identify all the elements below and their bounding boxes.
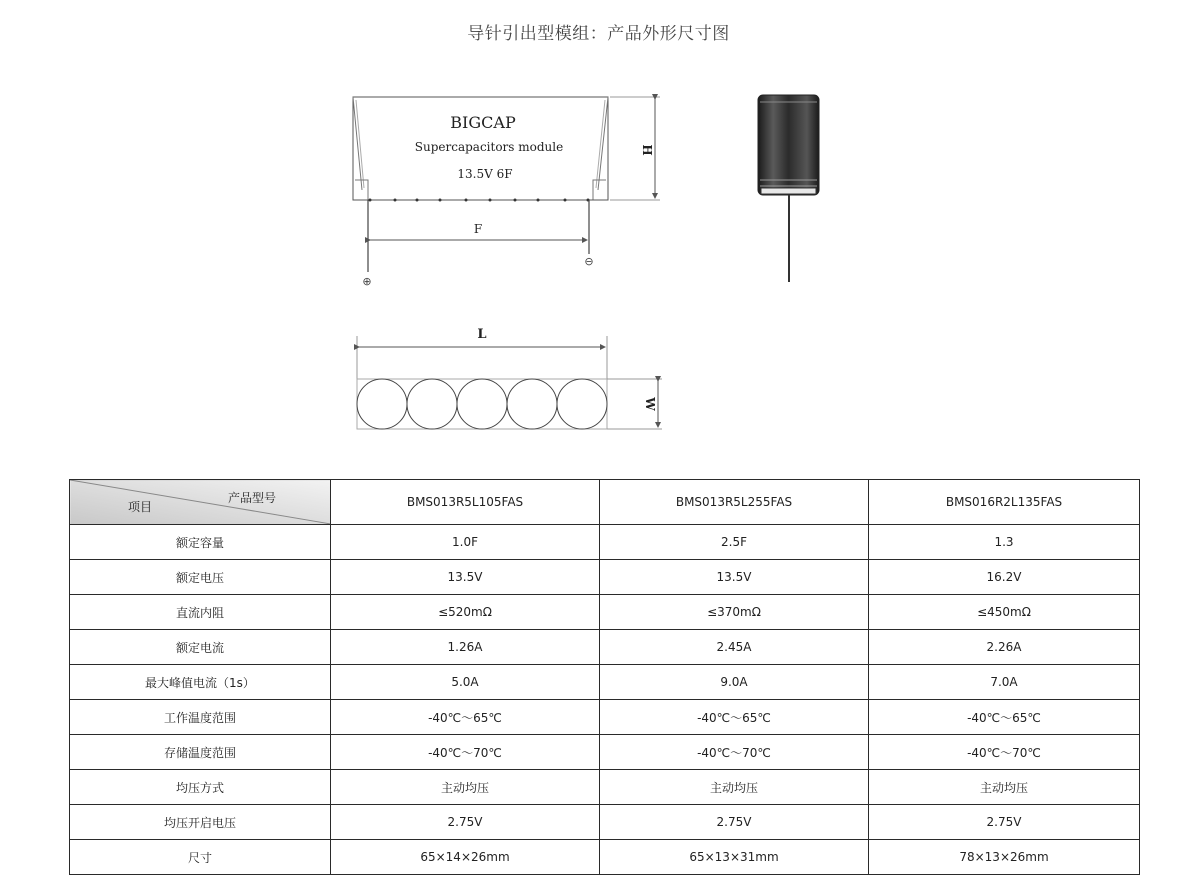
table-cell: -40℃～65℃	[869, 700, 1140, 735]
row-label: 工作温度范围	[70, 700, 331, 735]
module-subtitle: Supercapacitors module	[414, 140, 564, 154]
brand-label: BIGCAP	[450, 113, 516, 132]
table-row	[70, 595, 1140, 630]
table-cell: 2.75V	[600, 805, 869, 840]
side-view	[758, 95, 819, 282]
positive-terminal-icon: ⊕	[362, 275, 372, 288]
dim-h-label: H	[640, 144, 654, 156]
table-row	[70, 840, 1140, 875]
table-cell: -40℃～70℃	[600, 735, 869, 770]
table-cell: ≤450mΩ	[869, 595, 1140, 630]
negative-terminal-icon: ⊖	[584, 255, 594, 268]
table-cell: -40℃～65℃	[600, 700, 869, 735]
table-cell: 主动均压	[600, 770, 869, 805]
table-header-row	[70, 480, 1140, 525]
table-cell: 65×13×31mm	[600, 840, 869, 875]
page-title: 导针引出型模组：产品外形尺寸图	[467, 24, 730, 44]
table-cell: 7.0A	[869, 665, 1140, 700]
top-view	[357, 336, 662, 429]
table-cell: 2.75V	[869, 805, 1140, 840]
table-cell: -40℃～65℃	[331, 700, 600, 735]
table-cell: 2.45A	[600, 630, 869, 665]
table-cell: 13.5V	[331, 560, 600, 595]
row-label: 额定容量	[70, 525, 331, 560]
table-cell: ≤520mΩ	[331, 595, 600, 630]
table-cell: 1.26A	[331, 630, 600, 665]
table-row	[70, 560, 1140, 595]
row-label: 均压方式	[70, 770, 331, 805]
table-row	[70, 700, 1140, 735]
table-cell: 9.0A	[600, 665, 869, 700]
model-header: BMS016R2L135FAS	[869, 480, 1140, 525]
table-cell: -40℃～70℃	[869, 735, 1140, 770]
table-cell: 5.0A	[331, 665, 600, 700]
table-cell: 65×14×26mm	[331, 840, 600, 875]
table-cell: 1.3	[869, 525, 1140, 560]
row-label: 最大峰值电流（1s）	[70, 665, 331, 700]
table-cell: 78×13×26mm	[869, 840, 1140, 875]
corner-item-label: 项目	[128, 500, 153, 514]
table-cell: -40℃～70℃	[331, 735, 600, 770]
table-row	[70, 770, 1140, 805]
table-cell: 2.75V	[331, 805, 600, 840]
table-cell: 2.5F	[600, 525, 869, 560]
row-label: 额定电流	[70, 630, 331, 665]
model-header: BMS013R5L255FAS	[600, 480, 869, 525]
corner-diagonal	[70, 480, 331, 524]
row-label: 额定电压	[70, 560, 331, 595]
corner-model-label: 产品型号	[227, 491, 276, 505]
table-cell: ≤370mΩ	[600, 595, 869, 630]
dim-l-label: L	[477, 327, 487, 342]
table-cell: 16.2V	[869, 560, 1140, 595]
row-label: 直流内阻	[70, 595, 331, 630]
rating-label: 13.5V 6F	[457, 167, 513, 181]
row-label: 尺寸	[70, 840, 331, 875]
table-corner-cell	[70, 480, 331, 525]
dim-w-label: W	[643, 397, 657, 411]
table-cell: 主动均压	[331, 770, 600, 805]
table-row	[70, 525, 1140, 560]
table-cell: 2.26A	[869, 630, 1140, 665]
table-cell: 1.0F	[331, 525, 600, 560]
dim-f-label: F	[473, 222, 483, 236]
spec-table	[69, 479, 1140, 875]
table-row	[70, 665, 1140, 700]
row-label: 均压开启电压	[70, 805, 331, 840]
table-row	[70, 735, 1140, 770]
row-label: 存储温度范围	[70, 735, 331, 770]
table-row	[70, 805, 1140, 840]
table-cell: 主动均压	[869, 770, 1140, 805]
model-header: BMS013R5L105FAS	[331, 480, 600, 525]
table-row	[70, 630, 1140, 665]
table-cell: 13.5V	[600, 560, 869, 595]
